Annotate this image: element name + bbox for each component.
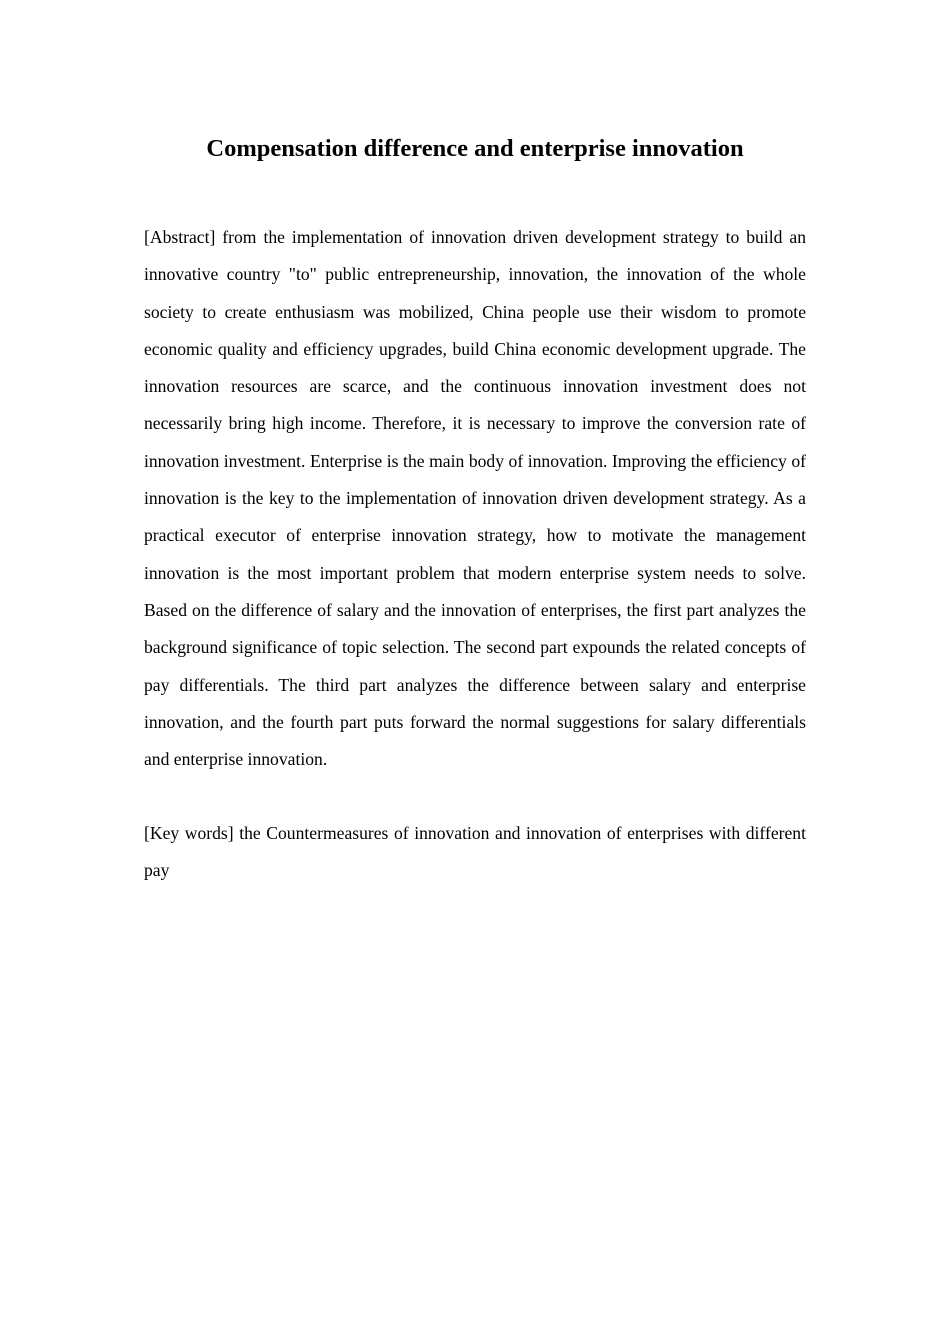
document-title: Compensation difference and enterprise innovation xyxy=(206,135,744,162)
abstract-paragraph: [Abstract] from the implementation of innovation driven development strategy to build an innovative country "to" public entrepreneurship, innovation, the innovation of the whole society to create enthusiasm was mobilized, China people use their wisdom to promote economic quality and efficiency upgrades, build China economic development upgrade. The innovation resources are scarce, and the continuous innovation investment does not necessarily bring high income. Therefore, it is necessary to improve the conversion rate of innovation investment. Enterprise is the main body of innovation. Improving the efficiency of innovation is the key to the implementation of innovation driven development strategy. As a practical executor of enterprise innovation strategy, how to motivate the management innovation is the most important problem that modern enterprise system needs to solve. Based on the difference of salary and the innovation of enterprises, the first part analyzes the background significance of topic selection. The second part expounds the related concepts of pay differentials. The third part analyzes the difference between salary and enterprise innovation, and the fourth part puts forward the normal suggestions for salary differentials and enterprise innovation. xyxy=(144,227,806,770)
keywords-paragraph: [Key words] the Countermeasures of innovation and innovation of enterprises with different pay xyxy=(144,823,806,881)
